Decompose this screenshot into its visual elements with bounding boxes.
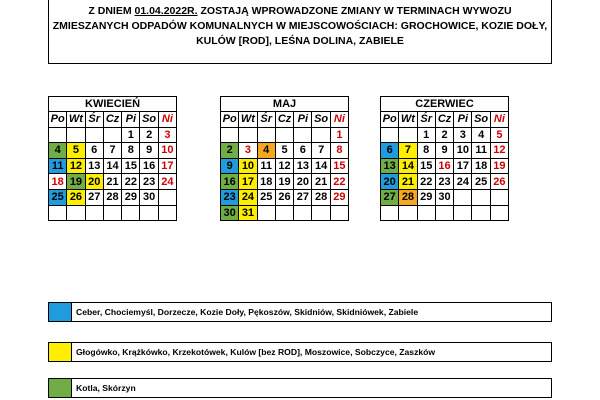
day-header: Cz [435,112,453,128]
day-cell: 6 [381,143,399,159]
day-cell: 24 [239,189,257,205]
week-row [381,205,509,221]
day-cell [472,189,490,205]
day-cell: 14 [103,158,121,174]
day-cell: 10 [454,143,472,159]
day-cell: 1 [330,127,348,143]
day-cell [257,205,275,221]
day-cell: 28 [399,189,417,205]
week-row [49,143,177,159]
day-cell [312,127,330,143]
day-cell: 9 [140,143,158,159]
day-cell: 1 [417,127,435,143]
week-row [221,127,349,143]
week-row [49,205,177,221]
day-cell: 7 [312,143,330,159]
day-cell: 3 [158,127,176,143]
legend-row-yellow [48,342,552,362]
day-cell [49,205,67,221]
day-cell: 6 [85,143,103,159]
day-cell [103,127,121,143]
day-cell: 3 [454,127,472,143]
day-header: Pi [454,112,472,128]
day-cell [275,127,293,143]
day-cell: 15 [330,158,348,174]
week-row [49,174,177,190]
day-cell: 30 [221,205,239,221]
day-cell [417,205,435,221]
day-cell: 29 [417,189,435,205]
day-header: Wt [399,112,417,128]
announcement-header [48,0,552,64]
day-cell [67,205,85,221]
day-header: Śr [417,112,435,128]
legend-row-green [48,378,552,398]
day-cell: 4 [472,127,490,143]
day-cell: 16 [435,158,453,174]
day-cell: 26 [275,189,293,205]
day-cell: 23 [221,189,239,205]
day-cell: 20 [381,174,399,190]
day-cell [85,127,103,143]
day-cell: 31 [239,205,257,221]
day-cell: 30 [435,189,453,205]
day-cell [399,205,417,221]
day-cell [312,205,330,221]
day-cell [294,205,312,221]
day-cell: 30 [140,189,158,205]
day-cell [158,205,176,221]
day-cell: 9 [435,143,453,159]
day-cell: 19 [275,174,293,190]
day-cell: 16 [221,174,239,190]
day-cell: 29 [330,189,348,205]
day-cell: 12 [275,158,293,174]
day-cell [103,205,121,221]
day-cell [275,205,293,221]
day-cell: 4 [49,143,67,159]
day-cell: 14 [399,158,417,174]
day-cell: 11 [472,143,490,159]
day-cell: 8 [417,143,435,159]
day-cell: 8 [122,143,140,159]
day-cell [490,189,508,205]
day-header: Ni [330,112,348,128]
legend-swatch [48,302,72,322]
day-cell: 25 [257,189,275,205]
day-cell [454,189,472,205]
day-header: Ni [490,112,508,128]
day-cell: 4 [257,143,275,159]
announcement-line-1 [49,4,551,19]
day-cell: 20 [294,174,312,190]
day-cell [67,127,85,143]
day-cell: 27 [294,189,312,205]
day-cell [381,127,399,143]
day-cell: 20 [85,174,103,190]
day-header: Po [221,112,239,128]
day-header: Cz [103,112,121,128]
day-cell: 2 [221,143,239,159]
day-cell: 28 [103,189,121,205]
day-header: Po [49,112,67,128]
day-cell: 17 [239,174,257,190]
week-row [49,189,177,205]
day-cell: 12 [67,158,85,174]
legend-text: Kotla, Skórzyn [72,378,552,398]
day-cell: 27 [85,189,103,205]
day-cell [257,127,275,143]
day-cell [85,205,103,221]
week-row [221,205,349,221]
day-cell: 2 [435,127,453,143]
day-cell: 22 [417,174,435,190]
day-cell: 10 [158,143,176,159]
day-header: Pi [294,112,312,128]
day-cell [399,127,417,143]
day-cell: 26 [490,174,508,190]
day-cell: 1 [122,127,140,143]
day-cell: 8 [330,143,348,159]
day-header: Pi [122,112,140,128]
day-cell: 13 [85,158,103,174]
legend-row-blue [48,302,552,322]
day-cell [49,127,67,143]
day-cell [472,205,490,221]
day-cell: 21 [103,174,121,190]
day-cell [221,127,239,143]
day-cell: 12 [490,143,508,159]
week-row [381,143,509,159]
day-cell [158,189,176,205]
day-header: Śr [257,112,275,128]
day-header: So [140,112,158,128]
day-cell: 9 [221,158,239,174]
week-row [381,127,509,143]
day-cell: 27 [381,189,399,205]
day-cell: 11 [257,158,275,174]
legend-swatch [48,378,72,398]
month-title: MAJ [221,97,349,112]
day-cell: 22 [122,174,140,190]
day-cell: 18 [49,174,67,190]
day-cell: 23 [140,174,158,190]
day-cell [122,205,140,221]
day-header: So [312,112,330,128]
day-cell: 24 [454,174,472,190]
week-row [49,158,177,174]
day-header: So [472,112,490,128]
day-cell [140,205,158,221]
day-cell: 23 [435,174,453,190]
legend-text: Głogówko, Krążkówko, Krzekotówek, Kulów [bez ROD], Moszowice, Sobczyce, Zaszków [72,342,552,362]
day-cell: 15 [417,158,435,174]
day-cell: 11 [49,158,67,174]
calendar-april [48,96,177,221]
day-header: Wt [67,112,85,128]
day-cell: 29 [122,189,140,205]
day-cell: 19 [490,158,508,174]
day-cell: 13 [294,158,312,174]
month-title: CZERWIEC [381,97,509,112]
day-cell [381,205,399,221]
day-header: Śr [85,112,103,128]
day-cell: 5 [67,143,85,159]
day-cell: 15 [122,158,140,174]
calendar-may [220,96,349,221]
day-cell [454,205,472,221]
day-cell: 17 [454,158,472,174]
day-header: Cz [275,112,293,128]
day-cell: 10 [239,158,257,174]
announcement-date: 01.04.2022R. [134,5,198,17]
day-cell: 14 [312,158,330,174]
legend-text: Ceber, Chociemyśl, Dorzecze, Kozie Doły, Pękoszów, Skidniów, Skidniówek, Zabiele [72,302,552,322]
day-cell [294,127,312,143]
day-cell: 18 [472,158,490,174]
legend-swatch [48,342,72,362]
day-header: Ni [158,112,176,128]
week-row [381,189,509,205]
day-cell: 7 [103,143,121,159]
day-cell: 5 [490,127,508,143]
announcement-line-2: ZMIESZANYCH ODPADÓW KOMUNALNYCH W MIEJSCOWOŚCIACH: GROCHOWICE, KOZIE DOŁY, [52,20,548,32]
day-cell: 22 [330,174,348,190]
day-header: Po [381,112,399,128]
week-row [221,174,349,190]
day-cell: 25 [472,174,490,190]
day-cell: 26 [67,189,85,205]
day-cell: 28 [312,189,330,205]
announcement-line-3: KULÓW [ROD], LEŚNA DOLINA, ZABIELE [196,35,404,47]
week-row [381,158,509,174]
day-header: Wt [239,112,257,128]
day-cell: 13 [381,158,399,174]
day-cell [239,127,257,143]
day-cell: 3 [239,143,257,159]
day-cell: 18 [257,174,275,190]
announcement-prefix: Z DNIEM [88,5,132,17]
calendar-june [380,96,509,221]
day-cell: 6 [294,143,312,159]
day-cell [435,205,453,221]
day-cell: 2 [140,127,158,143]
day-cell: 21 [399,174,417,190]
announcement-suffix: ZOSTAJĄ WPROWADZONE ZMIANY W TERMINACH WYWOZU [200,5,512,17]
day-cell [490,205,508,221]
day-cell: 25 [49,189,67,205]
week-row [221,189,349,205]
day-cell: 19 [67,174,85,190]
week-row [49,127,177,143]
day-cell: 17 [158,158,176,174]
day-cell: 16 [140,158,158,174]
week-row [221,143,349,159]
month-title: KWIECIEŃ [49,97,177,112]
day-cell: 21 [312,174,330,190]
day-cell [330,205,348,221]
week-row [221,158,349,174]
day-cell: 5 [275,143,293,159]
day-cell: 24 [158,174,176,190]
week-row [381,174,509,190]
day-cell: 7 [399,143,417,159]
